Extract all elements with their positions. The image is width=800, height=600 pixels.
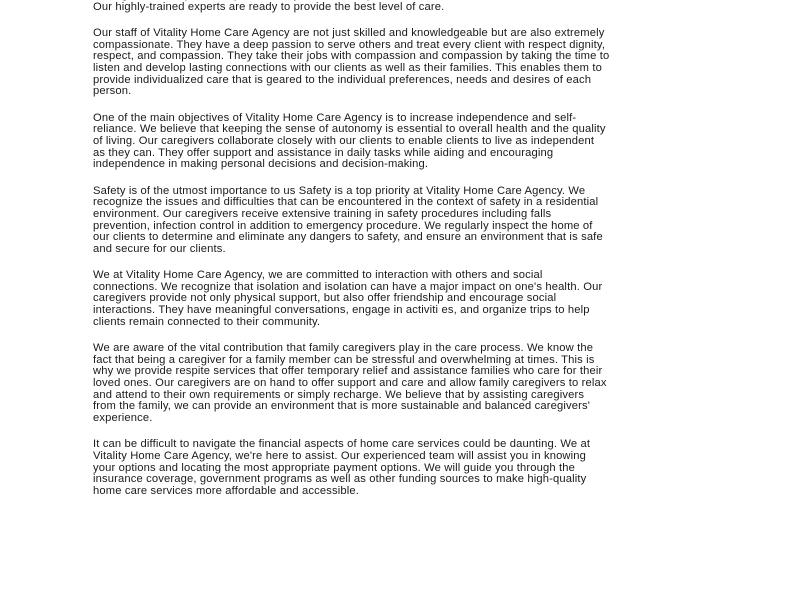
text-line: home care services more affordable and accessible. [93,484,359,497]
text-line: recognize the issues and difficulties that can be encountered in the context of safety in a residential [93,196,599,209]
paragraph-independence [93,113,703,171]
text-line: as they can. They offer support and assistance in daily tasks while aiding and encouraging [93,146,554,159]
text-line: our clients to determine and eliminate any dangers to safety, and ensure an environment that is safe [93,231,603,244]
text-line: connections. We recognize that isolation and isolation can have a major impact on one's health. Our [93,280,603,293]
text-line: why we provide respite services that offer temporary relief and assistance families who care for their [93,365,603,378]
text-line: and attend to their own requirements or simply recharge. We believe that by assisting caregivers [93,388,585,401]
text-line: from the family, we can provide an environment that is more sustainable and balanced caregivers' [93,400,591,413]
text-line: experience. [93,411,153,424]
text-line: insurance coverage, government programs as well as other funding sources to make high-quality [93,473,587,486]
text-line: listen and develop lasting connections with our clients as well as their families. This enables them to [93,61,602,74]
text-line: your options and locating the most appropriate payment options. We will guide you through the [93,461,576,474]
text-line: clients remain connected to their community. [93,315,321,328]
text-line: compassionate. They have a deep passion to serve others and treat every client with respect dignity, [93,38,606,51]
text-line: loved ones. Our caregivers are on hand to offer support and care and allow family caregivers to relax [93,377,607,390]
text-line: provide individualized care that is geared to the individual preferences, needs and desires of each [93,73,592,86]
text-line: interactions. They have meaningful conversations, engage in activiti es, and organize trips to help [93,304,590,317]
text-line: person. [93,85,132,98]
text-line: One of the main objectives of Vitality Home Care Agency is to increase independence and self- [93,111,577,124]
text-line: fact that being a caregiver for a family member can be stressful and overwhelming at times. This is [93,353,595,366]
text-line: environment. Our caregivers receive extensive training in safety procedures including falls [93,207,552,220]
text-line: Our staff of Vitality Home Care Agency are not just skilled and knowledgeable but are also extremely [93,27,605,40]
text-line: caregivers provide not only physical support, but also offer friendship and encourage social [93,292,557,305]
paragraph-staff [93,28,703,98]
text-line: We at Vitality Home Care Agency, we are committed to interaction with others and social [93,269,543,282]
text-line: Our highly-trained experts are ready to provide the best level of care. [93,0,445,13]
paragraph-respite-care [93,343,703,424]
text-line: Vitality Home Care Agency, we're here to assist. Our experienced team will assist you in knowing [93,450,587,462]
text-line: reliance. We believe that keeping the sense of autonomy is essential to overall health and the quality [93,123,606,136]
paragraph-safety [93,186,703,256]
text-line: of living. Our caregivers collaborate closely with our clients to enable clients to live as independent [93,134,595,147]
text-line: It can be difficult to navigate the financial aspects of home care services could be daunting. We at [93,438,591,451]
paragraph-services-intro [93,0,703,13]
text-line: prevention, infection control in addition to emergency procedure. We regularly inspect the home of [93,219,593,232]
paragraph-social-connections [93,270,703,328]
text-line: and secure for our clients. [93,242,226,255]
document-page [93,0,703,512]
text-line: Safety is of the utmost importance to us Safety is a top priority at Vitality Home Care Agency. We [93,184,586,197]
text-line: independence in making personal decisions and decision-making. [93,158,429,171]
text-line: We are aware of the vital contribution that family caregivers play in the care process. We know the [93,342,594,355]
text-line: respect, and compassion. They take their jobs with compassion and compassion by taking the time to [93,50,610,63]
paragraph-financial [93,439,703,497]
